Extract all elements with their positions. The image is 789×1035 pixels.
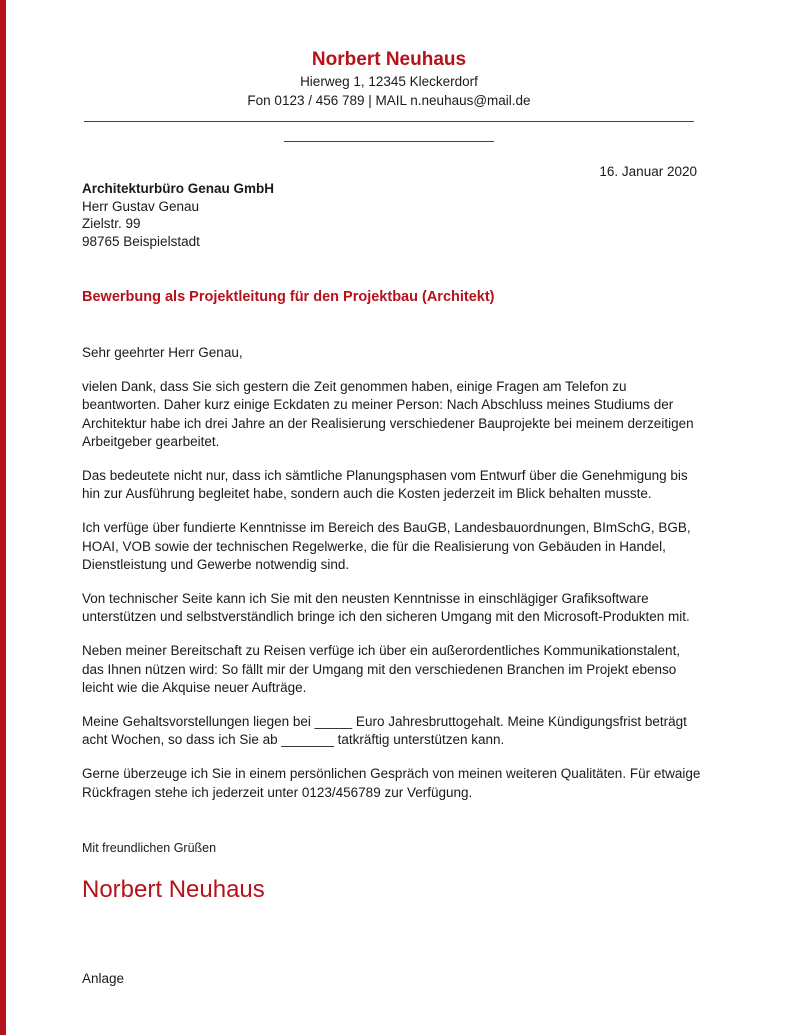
signature-name: Norbert Neuhaus: [82, 876, 265, 903]
recipient-street: Zielstr. 99: [82, 216, 141, 232]
body-paragraph: Das bedeutete nicht nur, dass ich sämtliche Planungsphasen vom Entwurf über die Genehmigung bis hin zur Ausführung begleitet habe, sondern auch die Kosten jederzeit im Blick behalten musste.: [82, 468, 688, 502]
header-divider-short: [284, 141, 494, 142]
recipient-person: Herr Gustav Genau: [82, 198, 200, 214]
recipient-city: 98765 Beispielstadt: [82, 233, 200, 249]
letter-body: [82, 344, 702, 818]
closing-phrase: Mit freundlichen Grüßen: [82, 841, 217, 855]
header-divider-long: [84, 121, 694, 122]
salutation: Sehr geehrter Herr Genau,: [82, 345, 243, 360]
body-paragraph: vielen Dank, dass Sie sich gestern die Zeit genommen haben, einige Fragen am Telefon zu beantworten. Daher kurz einige Eckdaten zu meiner Person: Nach Abschluss meines Studiums der Architektur habe ich drei Jahre an der Realisierung verschiedener Bauprojekte bei meinem derzeitigen Arbeitgeber gearbeitet.: [82, 379, 694, 449]
recipient-company: Architekturbüro Genau GmbH: [82, 181, 275, 196]
body-paragraph: Neben meiner Bereitschaft zu Reisen verfüge ich über ein außerordentliches Kommunikationstalent, das Ihnen nützen wird: So fällt mir der Umgang mit den verschiedenen Branchen im Projekt ebenso leicht wie die Akquise neuer Aufträge.: [82, 643, 681, 695]
body-paragraph: Gerne überzeuge ich Sie in einem persönlichen Gespräch von meinen weiteren Qualitäten. Für etwaige Rückfragen stehe ich jederzeit unter 0123/456789 zur Verfügung.: [82, 766, 701, 800]
body-paragraph: Ich verfüge über fundierte Kenntnisse im Bereich des BauGB, Landesbauordnungen, BImSchG, BGB, HOAI, VOB sowie der technischen Regelwerke, die für die Realisierung von Gebäuden in Handel, Dienstleistung und Gewerbe notwendig sind.: [82, 520, 691, 572]
body-paragraph: Von technischer Seite kann ich Sie mit den neusten Kenntnisse in einschlägiger Grafiksoftware unterstützen und selbstverständlich bringe ich den sicheren Umgang mit den Microsoft-Produkten mit.: [82, 591, 690, 625]
body-paragraph: Meine Gehaltsvorstellungen liegen bei _____ Euro Jahresbruttogehalt. Meine Kündigungsfrist beträgt acht Wochen, so dass ich Sie ab _______ tatkräftig unterstützen kann.: [82, 714, 687, 748]
attachment-note: Anlage: [82, 971, 125, 986]
sender-name: Norbert Neuhaus: [311, 49, 467, 70]
letterhead: [0, 48, 778, 110]
sender-address: Hierweg 1, 12345 Kleckerdorf: [300, 74, 478, 89]
letter-date: 16. Januar 2020: [599, 164, 697, 179]
sender-contact: Fon 0123 / 456 789 | MAIL n.neuhaus@mail.de: [247, 93, 531, 108]
accent-side-bar: [0, 0, 6, 1035]
letter-subject: Bewerbung als Projektleitung für den Projektbau (Architekt): [82, 289, 495, 305]
recipient-address-block: [82, 180, 274, 250]
